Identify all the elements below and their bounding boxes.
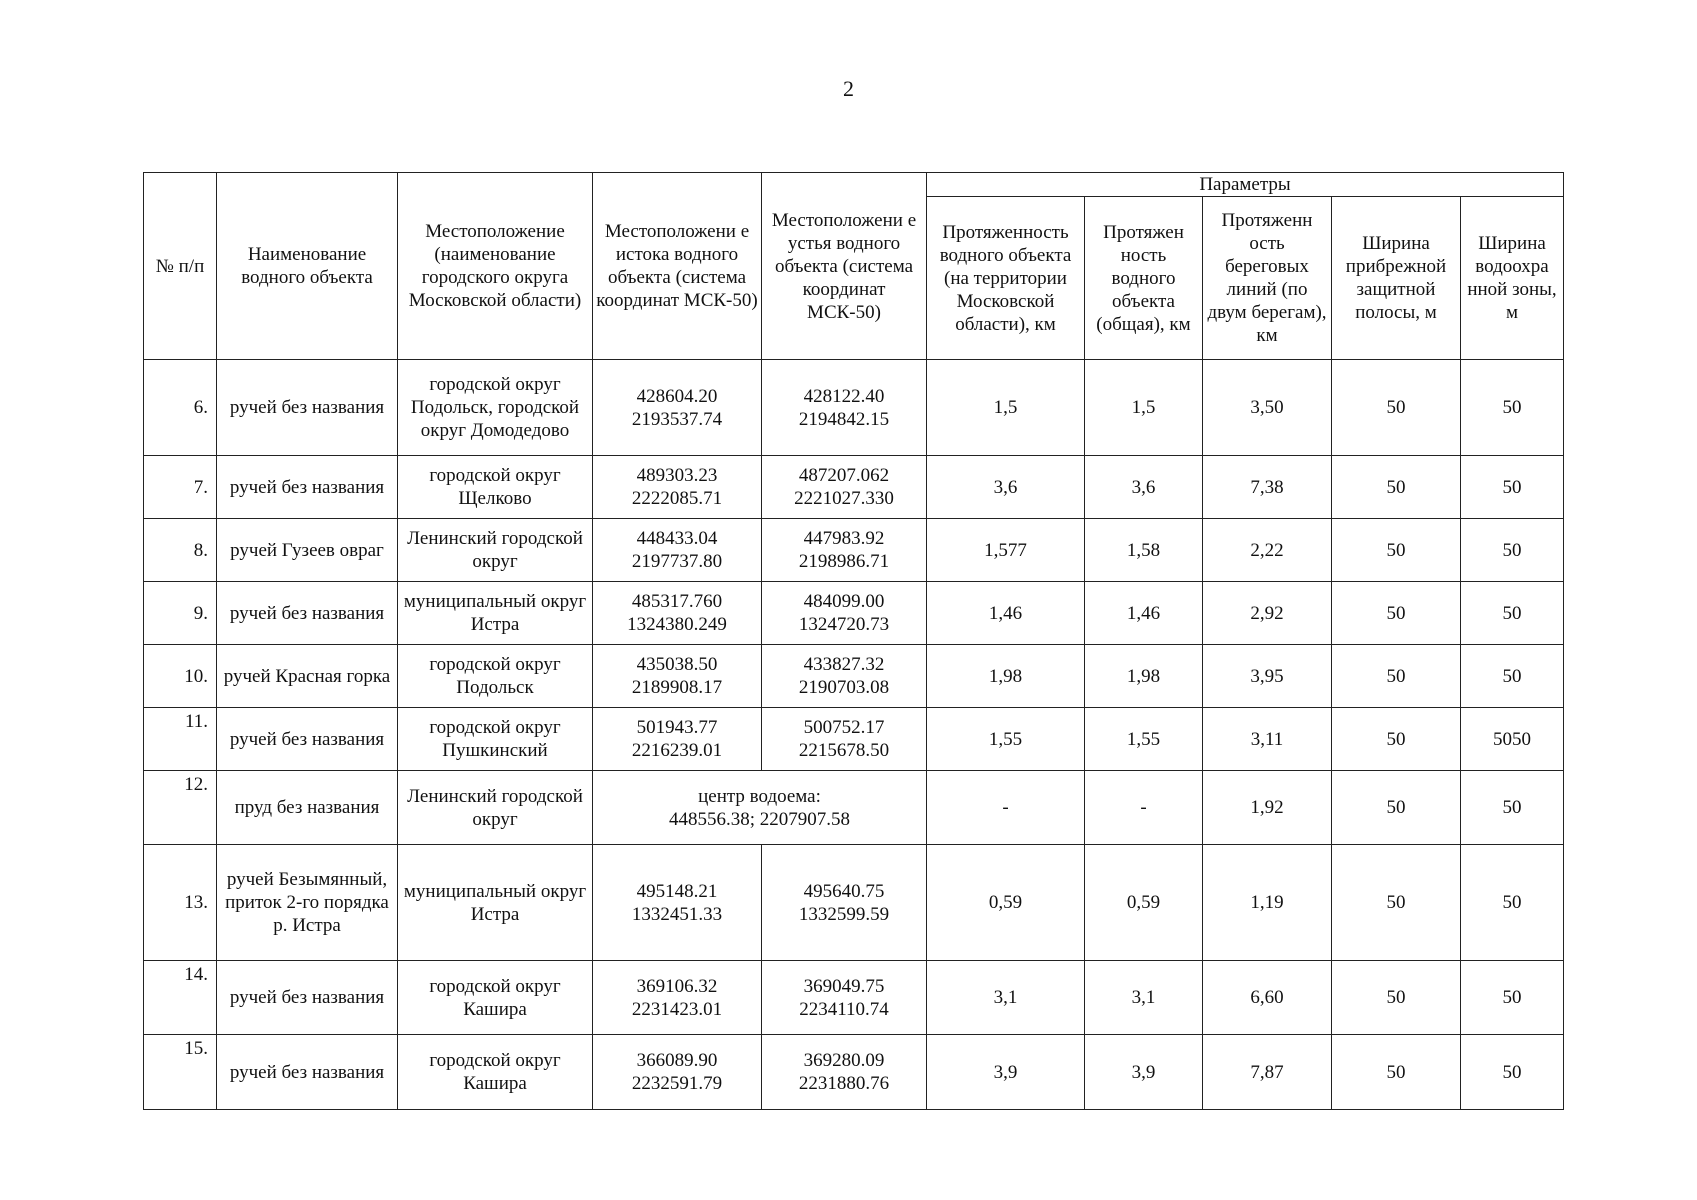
water-zone-width: 50 (1461, 645, 1564, 708)
header-length-mo: Протяженность водного объекта (на территории Московской области), км (927, 197, 1085, 360)
water-zone-width: 50 (1461, 519, 1564, 582)
source-coordinates: 495148.21 1332451.33 (593, 845, 762, 961)
length-mo: 3,6 (927, 456, 1085, 519)
row-number: 15. (144, 1035, 217, 1110)
length-mo: 3,9 (927, 1035, 1085, 1110)
length-mo: 1,577 (927, 519, 1085, 582)
reservoir-center-coordinates: центр водоема: 448556.38; 2207907.58 (593, 771, 927, 845)
table-row (144, 961, 1564, 1035)
table-row (144, 845, 1564, 961)
object-location: Ленинский городской округ (398, 771, 593, 845)
row-number: 13. (144, 845, 217, 961)
table-row (144, 771, 1564, 845)
length-total: 3,6 (1085, 456, 1203, 519)
header-protective-strip-width: Ширина прибрежной защитной полосы, м (1332, 197, 1461, 360)
table-row (144, 456, 1564, 519)
mouth-coordinates: 484099.00 1324720.73 (762, 582, 927, 645)
page-number: 2 (843, 76, 854, 101)
mouth-coordinates: 428122.40 2194842.15 (762, 360, 927, 456)
length-total: - (1085, 771, 1203, 845)
length-mo: 0,59 (927, 845, 1085, 961)
object-name: ручей без названия (217, 360, 398, 456)
shoreline-length: 7,87 (1203, 1035, 1332, 1110)
row-number: 6. (144, 360, 217, 456)
row-number: 7. (144, 456, 217, 519)
source-coordinates: 435038.50 2189908.17 (593, 645, 762, 708)
object-location: городской округ Подольск (398, 645, 593, 708)
object-location: Ленинский городской округ (398, 519, 593, 582)
shoreline-length: 3,50 (1203, 360, 1332, 456)
table-row (144, 519, 1564, 582)
header-water-zone-width: Ширина водоохра нной зоны, м (1461, 197, 1564, 360)
mouth-coordinates: 495640.75 1332599.59 (762, 845, 927, 961)
source-coordinates: 369106.32 2231423.01 (593, 961, 762, 1035)
mouth-coordinates: 487207.062 2221027.330 (762, 456, 927, 519)
length-total: 1,5 (1085, 360, 1203, 456)
length-mo: 1,55 (927, 708, 1085, 771)
length-total: 3,9 (1085, 1035, 1203, 1110)
length-mo: 1,46 (927, 582, 1085, 645)
table-row (144, 645, 1564, 708)
shoreline-length: 1,19 (1203, 845, 1332, 961)
object-location: муниципальный округ Истра (398, 582, 593, 645)
shoreline-length: 3,11 (1203, 708, 1332, 771)
object-location: муниципальный округ Истра (398, 845, 593, 961)
water-zone-width: 50 (1461, 1035, 1564, 1110)
length-total: 3,1 (1085, 961, 1203, 1035)
protective-strip-width: 50 (1332, 456, 1461, 519)
row-number: 9. (144, 582, 217, 645)
length-mo: 1,5 (927, 360, 1085, 456)
header-name: Наименование водного объекта (217, 173, 398, 360)
protective-strip-width: 50 (1332, 961, 1461, 1035)
length-total: 1,46 (1085, 582, 1203, 645)
water-zone-width: 50 (1461, 456, 1564, 519)
protective-strip-width: 50 (1332, 845, 1461, 961)
row-number: 11. (144, 708, 217, 771)
mouth-coordinates: 369280.09 2231880.76 (762, 1035, 927, 1110)
water-zone-width: 50 (1461, 360, 1564, 456)
object-name: ручей без названия (217, 456, 398, 519)
shoreline-length: 6,60 (1203, 961, 1332, 1035)
table-row (144, 582, 1564, 645)
mouth-coordinates: 433827.32 2190703.08 (762, 645, 927, 708)
length-mo: 3,1 (927, 961, 1085, 1035)
object-name: пруд без названия (217, 771, 398, 845)
length-total: 1,98 (1085, 645, 1203, 708)
object-location: городской округ Кашира (398, 1035, 593, 1110)
object-name: ручей без названия (217, 708, 398, 771)
protective-strip-width: 50 (1332, 582, 1461, 645)
mouth-coordinates: 500752.17 2215678.50 (762, 708, 927, 771)
object-name: ручей Гузеев овраг (217, 519, 398, 582)
source-coordinates: 485317.760 1324380.249 (593, 582, 762, 645)
object-location: городской округ Подольск, городской округ Домодедово (398, 360, 593, 456)
table-row (144, 360, 1564, 456)
object-name: ручей без названия (217, 961, 398, 1035)
length-total: 1,55 (1085, 708, 1203, 771)
object-location: городской округ Щелково (398, 456, 593, 519)
protective-strip-width: 50 (1332, 360, 1461, 456)
mouth-coordinates: 369049.75 2234110.74 (762, 961, 927, 1035)
header-source: Местоположени е истока водного объекта (система координат МСК-50) (593, 173, 762, 360)
object-location: городской округ Пушкинский (398, 708, 593, 771)
source-coordinates: 366089.90 2232591.79 (593, 1035, 762, 1110)
row-number: 14. (144, 961, 217, 1035)
header-mouth: Местоположени е устья водного объекта (система координат МСК-50) (762, 173, 927, 360)
object-name: ручей Красная горка (217, 645, 398, 708)
water-zone-width: 5050 (1461, 708, 1564, 771)
source-coordinates: 489303.23 2222085.71 (593, 456, 762, 519)
length-mo: - (927, 771, 1085, 845)
source-coordinates: 428604.20 2193537.74 (593, 360, 762, 456)
water-zone-width: 50 (1461, 771, 1564, 845)
shoreline-length: 1,92 (1203, 771, 1332, 845)
table-row (144, 708, 1564, 771)
shoreline-length: 2,92 (1203, 582, 1332, 645)
protective-strip-width: 50 (1332, 771, 1461, 845)
protective-strip-width: 50 (1332, 708, 1461, 771)
shoreline-length: 3,95 (1203, 645, 1332, 708)
object-location: городской округ Кашира (398, 961, 593, 1035)
shoreline-length: 2,22 (1203, 519, 1332, 582)
header-location: Местоположение (наименование городского округа Московской области) (398, 173, 593, 360)
water-zone-width: 50 (1461, 961, 1564, 1035)
object-name: ручей без названия (217, 1035, 398, 1110)
table-row (144, 1035, 1564, 1110)
header-shoreline-length: Протяженн ость береговых линий (по двум берегам), км (1203, 197, 1332, 360)
source-coordinates: 501943.77 2216239.01 (593, 708, 762, 771)
object-name: ручей Безымянный, приток 2-го порядка р. Истра (217, 845, 398, 961)
protective-strip-width: 50 (1332, 1035, 1461, 1110)
mouth-coordinates: 447983.92 2198986.71 (762, 519, 927, 582)
protective-strip-width: 50 (1332, 645, 1461, 708)
header-parameters: Параметры (927, 173, 1564, 197)
row-number: 12. (144, 771, 217, 845)
shoreline-length: 7,38 (1203, 456, 1332, 519)
length-mo: 1,98 (927, 645, 1085, 708)
object-name: ручей без названия (217, 582, 398, 645)
source-coordinates: 448433.04 2197737.80 (593, 519, 762, 582)
length-total: 0,59 (1085, 845, 1203, 961)
water-zone-width: 50 (1461, 582, 1564, 645)
header-num: № п/п (144, 173, 217, 360)
water-objects-table (143, 172, 1564, 1110)
protective-strip-width: 50 (1332, 519, 1461, 582)
row-number: 10. (144, 645, 217, 708)
length-total: 1,58 (1085, 519, 1203, 582)
header-length-total: Протяжен ность водного объекта (общая), км (1085, 197, 1203, 360)
row-number: 8. (144, 519, 217, 582)
water-zone-width: 50 (1461, 845, 1564, 961)
